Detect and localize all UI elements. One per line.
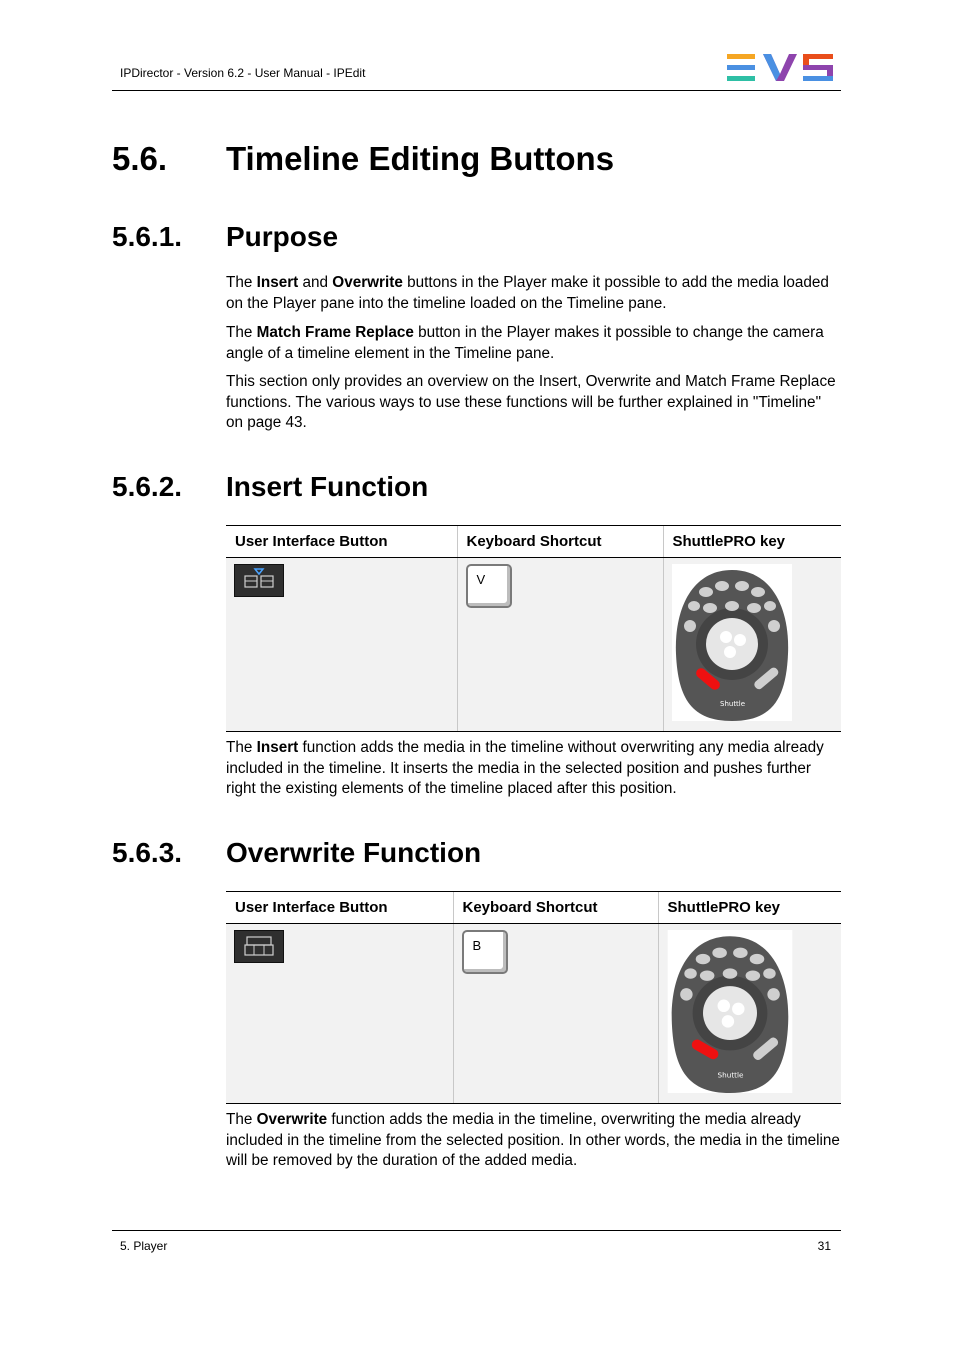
insert-ui-cell xyxy=(226,558,457,732)
overwrite-icon[interactable] xyxy=(234,930,284,963)
insert-table xyxy=(226,525,841,732)
insert-key-cell xyxy=(457,558,663,732)
page-header xyxy=(112,52,841,91)
page-footer xyxy=(112,1230,841,1253)
col-header-keyboard: Keyboard Shortcut xyxy=(453,892,658,924)
keyboard-key-b: B xyxy=(462,930,508,974)
overwrite-number: 5.6.3. xyxy=(112,837,183,868)
overwrite-shuttle-cell xyxy=(658,924,841,1104)
overwrite-title: Overwrite Function xyxy=(226,837,482,868)
purpose-paragraph-2: The Match Frame Replace button in the Player makes it possible to change the camera angle of a timeline element in the Timeline pane. xyxy=(226,324,824,362)
section-title: Timeline Editing Buttons xyxy=(226,140,615,177)
purpose-heading xyxy=(112,221,338,253)
col-header-shuttle: ShuttlePRO key xyxy=(658,892,841,924)
insert-title: Insert Function xyxy=(226,471,429,502)
insert-icon[interactable] xyxy=(234,564,284,597)
purpose-title: Purpose xyxy=(226,221,339,252)
section-number: 5.6. xyxy=(112,140,168,177)
overwrite-table xyxy=(226,891,841,1104)
shuttlepro-overwrite-image xyxy=(667,930,793,1093)
col-header-keyboard: Keyboard Shortcut xyxy=(457,526,663,558)
section-heading xyxy=(112,140,614,178)
overwrite-heading xyxy=(112,837,481,869)
purpose-paragraph-1: The Insert and Overwrite buttons in the Player make it possible to add the media loaded on the Player pane into the timeline loaded on the Timeline pane. xyxy=(226,274,829,312)
page-number: 31 xyxy=(817,1239,831,1253)
purpose-number: 5.6.1. xyxy=(112,221,183,252)
insert-number: 5.6.2. xyxy=(112,471,183,502)
col-header-shuttle: ShuttlePRO key xyxy=(663,526,841,558)
footer-chapter: 5. Player xyxy=(120,1239,168,1253)
shuttlepro-insert-image xyxy=(672,564,792,721)
overwrite-ui-cell xyxy=(226,924,453,1104)
insert-heading xyxy=(112,471,428,503)
insert-shuttle-cell xyxy=(663,558,841,732)
overwrite-key-cell xyxy=(453,924,658,1104)
col-header-ui-button: User Interface Button xyxy=(226,526,457,558)
col-header-ui-button: User Interface Button xyxy=(226,892,453,924)
svg-text:Shuttle: Shuttle xyxy=(719,700,745,708)
svg-text:Shuttle: Shuttle xyxy=(717,1070,743,1080)
evs-logo xyxy=(727,54,833,82)
keyboard-key-v: V xyxy=(466,564,512,608)
header-title: IPDirector - Version 6.2 - User Manual - IPEdit xyxy=(120,66,366,80)
purpose-paragraph-3: This section only provides an overview on the Insert, Overwrite and Match Frame Replace functions. The various ways to use these functions will be further explained in "Timeline" on page 43. xyxy=(226,373,836,431)
overwrite-description: The Overwrite function adds the media in the timeline, overwriting the media already included in the timeline from the selected position. In other words, the media in the timeline will be removed by the duration of the added media. xyxy=(226,1111,840,1169)
insert-description: The Insert function adds the media in the timeline without overwriting any media already included in the timeline. It inserts the media in the selected position and pushes further right the existing elements of the timeline placed after this position. xyxy=(226,739,824,797)
